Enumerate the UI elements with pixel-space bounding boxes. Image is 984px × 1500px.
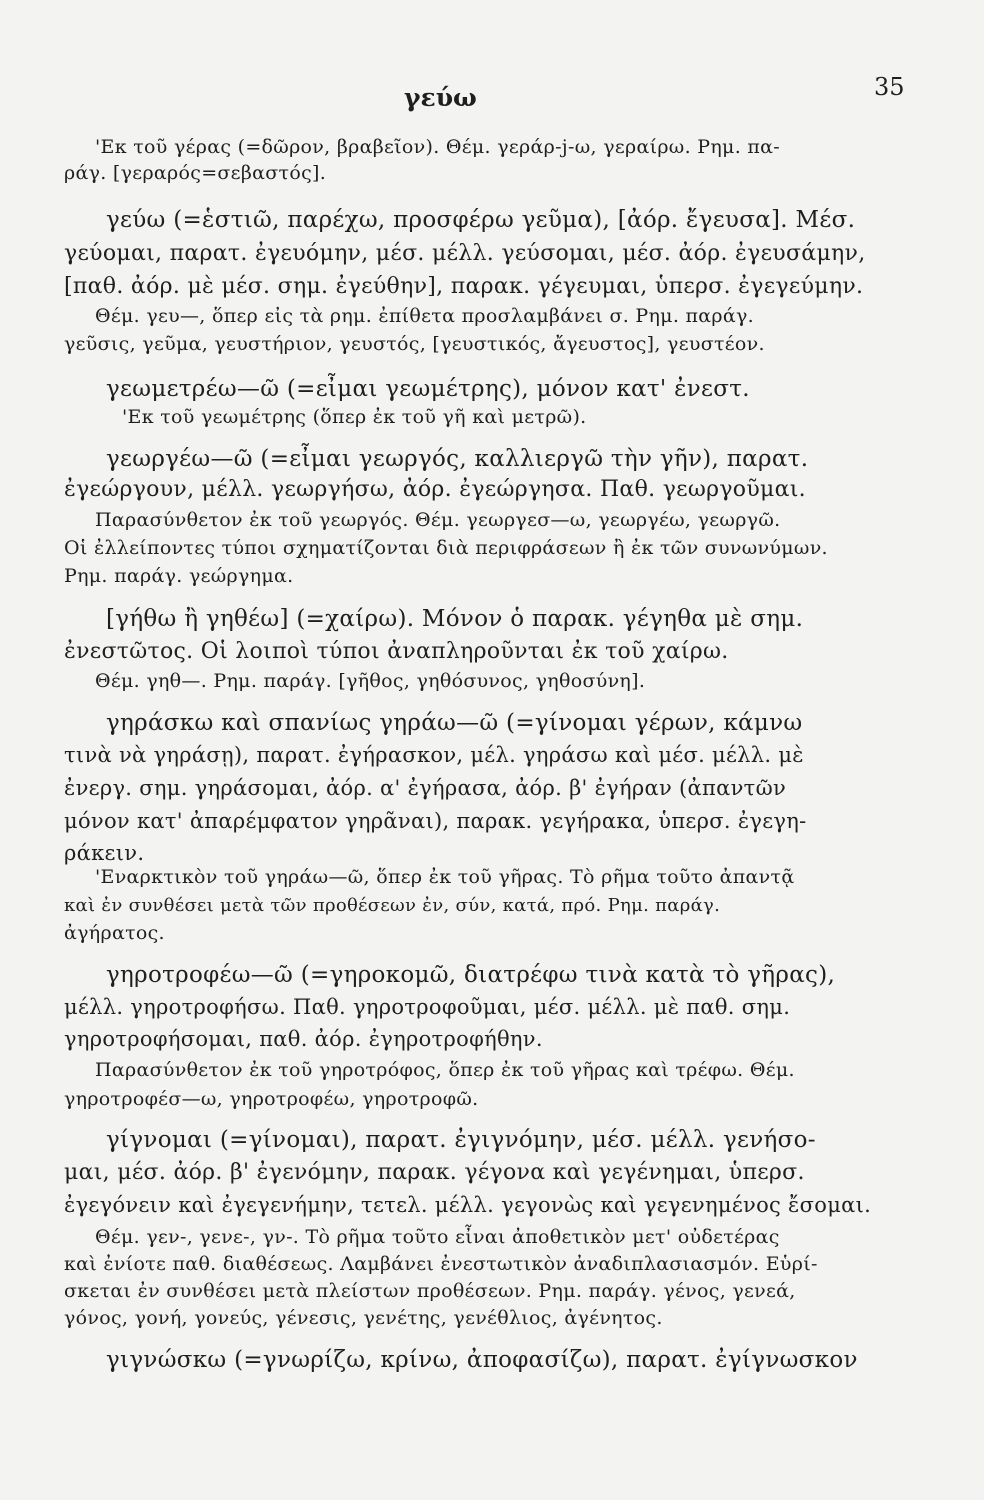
entry-line: γεωμετρέω—ῶ (=εἶμαι γεωμέτρης), μόνον κατ' ἐνεστ.: [106, 376, 750, 402]
text-line: καὶ ἐν συνθέσει μετὰ τῶν προθέσεων ἐν, σύν, κατά, πρό. Ρημ. παράγ.: [64, 895, 721, 916]
text-line: 'Εκ τοῦ γέρας (=δῶρον, βραβεῖον). Θέμ. γεράρ-j-ω, γεραίρω. Ρημ. πα-: [95, 136, 781, 158]
page-number: 35: [874, 73, 905, 101]
text-line: σκεται ἐν συνθέσει μετὰ πλείστων προθέσεων. Ρημ. παράγ. γένος, γενεά,: [64, 1280, 796, 1302]
text-line: ἐγεγόνειν καὶ ἐγεγενήμην, τετελ. μέλλ. γεγονὼς καὶ γεγενημένος ἔσομαι.: [64, 1193, 872, 1217]
text-line: 'Εκ τοῦ γεωμέτρης (ὅπερ ἐκ τοῦ γῆ καὶ μετρῶ).: [122, 406, 587, 428]
text-line: Θέμ. γευ—, ὅπερ εἰς τὰ ρημ. ἐπίθετα προσλαμβάνει σ. Ρημ. παράγ.: [95, 305, 755, 327]
text-line: μόνον κατ' ἀπαρέμφατον γηρᾶναι), παρακ. γεγήρακα, ὑπερσ. ἐγεγη-: [64, 809, 807, 833]
text-line: [παθ. ἀόρ. μὲ μέσ. σημ. ἐγεύθην], παρακ. γέγευμαι, ὑπερσ. ἐγεγεύμην.: [64, 274, 864, 299]
text-line: ἀγήρατος.: [64, 922, 165, 944]
text-line: Παρασύνθετον ἐκ τοῦ γηροτρόφος, ὅπερ ἐκ τοῦ γῆρας καὶ τρέφω. Θέμ.: [95, 1059, 795, 1081]
text-line: Ρημ. παράγ. γεώργημα.: [64, 565, 294, 587]
entry-line: γηράσκω καὶ σπανίως γηράω—ῶ (=γίνομαι γέρων, κάμνω: [106, 710, 803, 736]
text-line: μαι, μέσ. ἀόρ. β' ἐγενόμην, παρακ. γέγονα καὶ γεγένημαι, ὑπερσ.: [64, 1160, 805, 1185]
text-line: Θέμ. γεν-, γενε-, γν-. Τὸ ρῆμα τοῦτο εἶναι ἀποθετικὸν μετ' οὐδετέρας: [95, 1226, 780, 1248]
text-line: γόνος, γονή, γονεύς, γένεσις, γενέτης, γενέθλιος, ἀγένητος.: [64, 1307, 663, 1329]
text-line: ἐνεστῶτος. Οἱ λοιποὶ τύποι ἀναπληροῦνται ἐκ τοῦ χαίρω.: [64, 639, 729, 664]
entry-line: γεωργέω—ῶ (=εἶμαι γεωργός, καλλιεργῶ τὴν γῆν), παρατ.: [106, 446, 809, 472]
text-line: 'Εναρκτικὸν τοῦ γηράω—ῶ, ὅπερ ἐκ τοῦ γῆρας. Τὸ ρῆμα τοῦτο ἀπαντᾷ: [95, 866, 795, 888]
entry-line: γίγνομαι (=γίνομαι), παρατ. ἐγιγνόμην, μέσ. μέλλ. γενήσο-: [106, 1127, 816, 1153]
text-line: καὶ ἐνίοτε παθ. διαθέσεως. Λαμβάνει ἐνεστωτικὸν ἀναδιπλασιασμόν. Εὑρί-: [64, 1253, 818, 1275]
text-line: ράκειν.: [64, 841, 145, 865]
text-line: τινὰ νὰ γηράσῃ), παρατ. ἐγήρασκον, μέλ. γηράσω καὶ μέσ. μέλλ. μὲ: [64, 743, 804, 767]
text-line: Θέμ. γηθ—. Ρημ. παράγ. [γῆθος, γηθόσυνος, γηθοσύνη].: [95, 670, 646, 692]
entry-line: γηροτροφέω—ῶ (=γηροκομῶ, διατρέφω τινὰ κατὰ τὸ γῆρας),: [106, 962, 836, 988]
entry-line: γιγνώσκω (=γνωρίζω, κρίνω, ἀποφασίζω), παρατ. ἐγίγνωσκον: [106, 1347, 858, 1373]
entry-line: γεύω (=ἑστιῶ, παρέχω, προσφέρω γεῦμα), [ἀόρ. ἔγευσα]. Μέσ.: [106, 207, 856, 233]
text-line: ἐγεώργουν, μέλλ. γεωργήσω, ἀόρ. ἐγεώργησα. Παθ. γεωργοῦμαι.: [64, 477, 806, 502]
entry-line: [γήθω ἢ γηθέω] (=χαίρω). Μόνον ὁ παρακ. γέγηθα μὲ σημ.: [106, 606, 804, 632]
text-line: γηροτροφέσ—ω, γηροτροφέω, γηροτροφῶ.: [64, 1088, 479, 1110]
text-line: γηροτροφήσομαι, παθ. ἀόρ. ἐγηροτροφήθην.: [64, 1027, 543, 1051]
text-line: μέλλ. γηροτροφήσω. Παθ. γηροτροφοῦμαι, μέσ. μέλλ. μὲ παθ. σημ.: [64, 995, 791, 1019]
text-line: γεύομαι, παρατ. ἐγευόμην, μέσ. μέλλ. γεύσομαι, μέσ. ἀόρ. ἐγευσάμην,: [64, 241, 866, 266]
text-line: Παρασύνθετον ἐκ τοῦ γεωργός. Θέμ. γεωργεσ—ω, γεωργέω, γεωργῶ.: [95, 509, 781, 531]
text-line: ράγ. [γεραρός=σεβαστός].: [64, 162, 327, 184]
running-head: γεύω: [404, 83, 477, 112]
text-line: ἐνεργ. σημ. γηράσομαι, ἀόρ. α' ἐγήρασα, ἀόρ. β' ἐγήραν (ἀπαντῶν: [64, 776, 787, 800]
text-line: Οἱ ἐλλείποντες τύποι σχηματίζονται διὰ περιφράσεων ἢ ἐκ τῶν συνωνύμων.: [64, 537, 828, 559]
text-line: γεῦσις, γεῦμα, γευστήριον, γευστός, [γευστικός, ἄγευστος], γευστέον.: [64, 333, 765, 355]
